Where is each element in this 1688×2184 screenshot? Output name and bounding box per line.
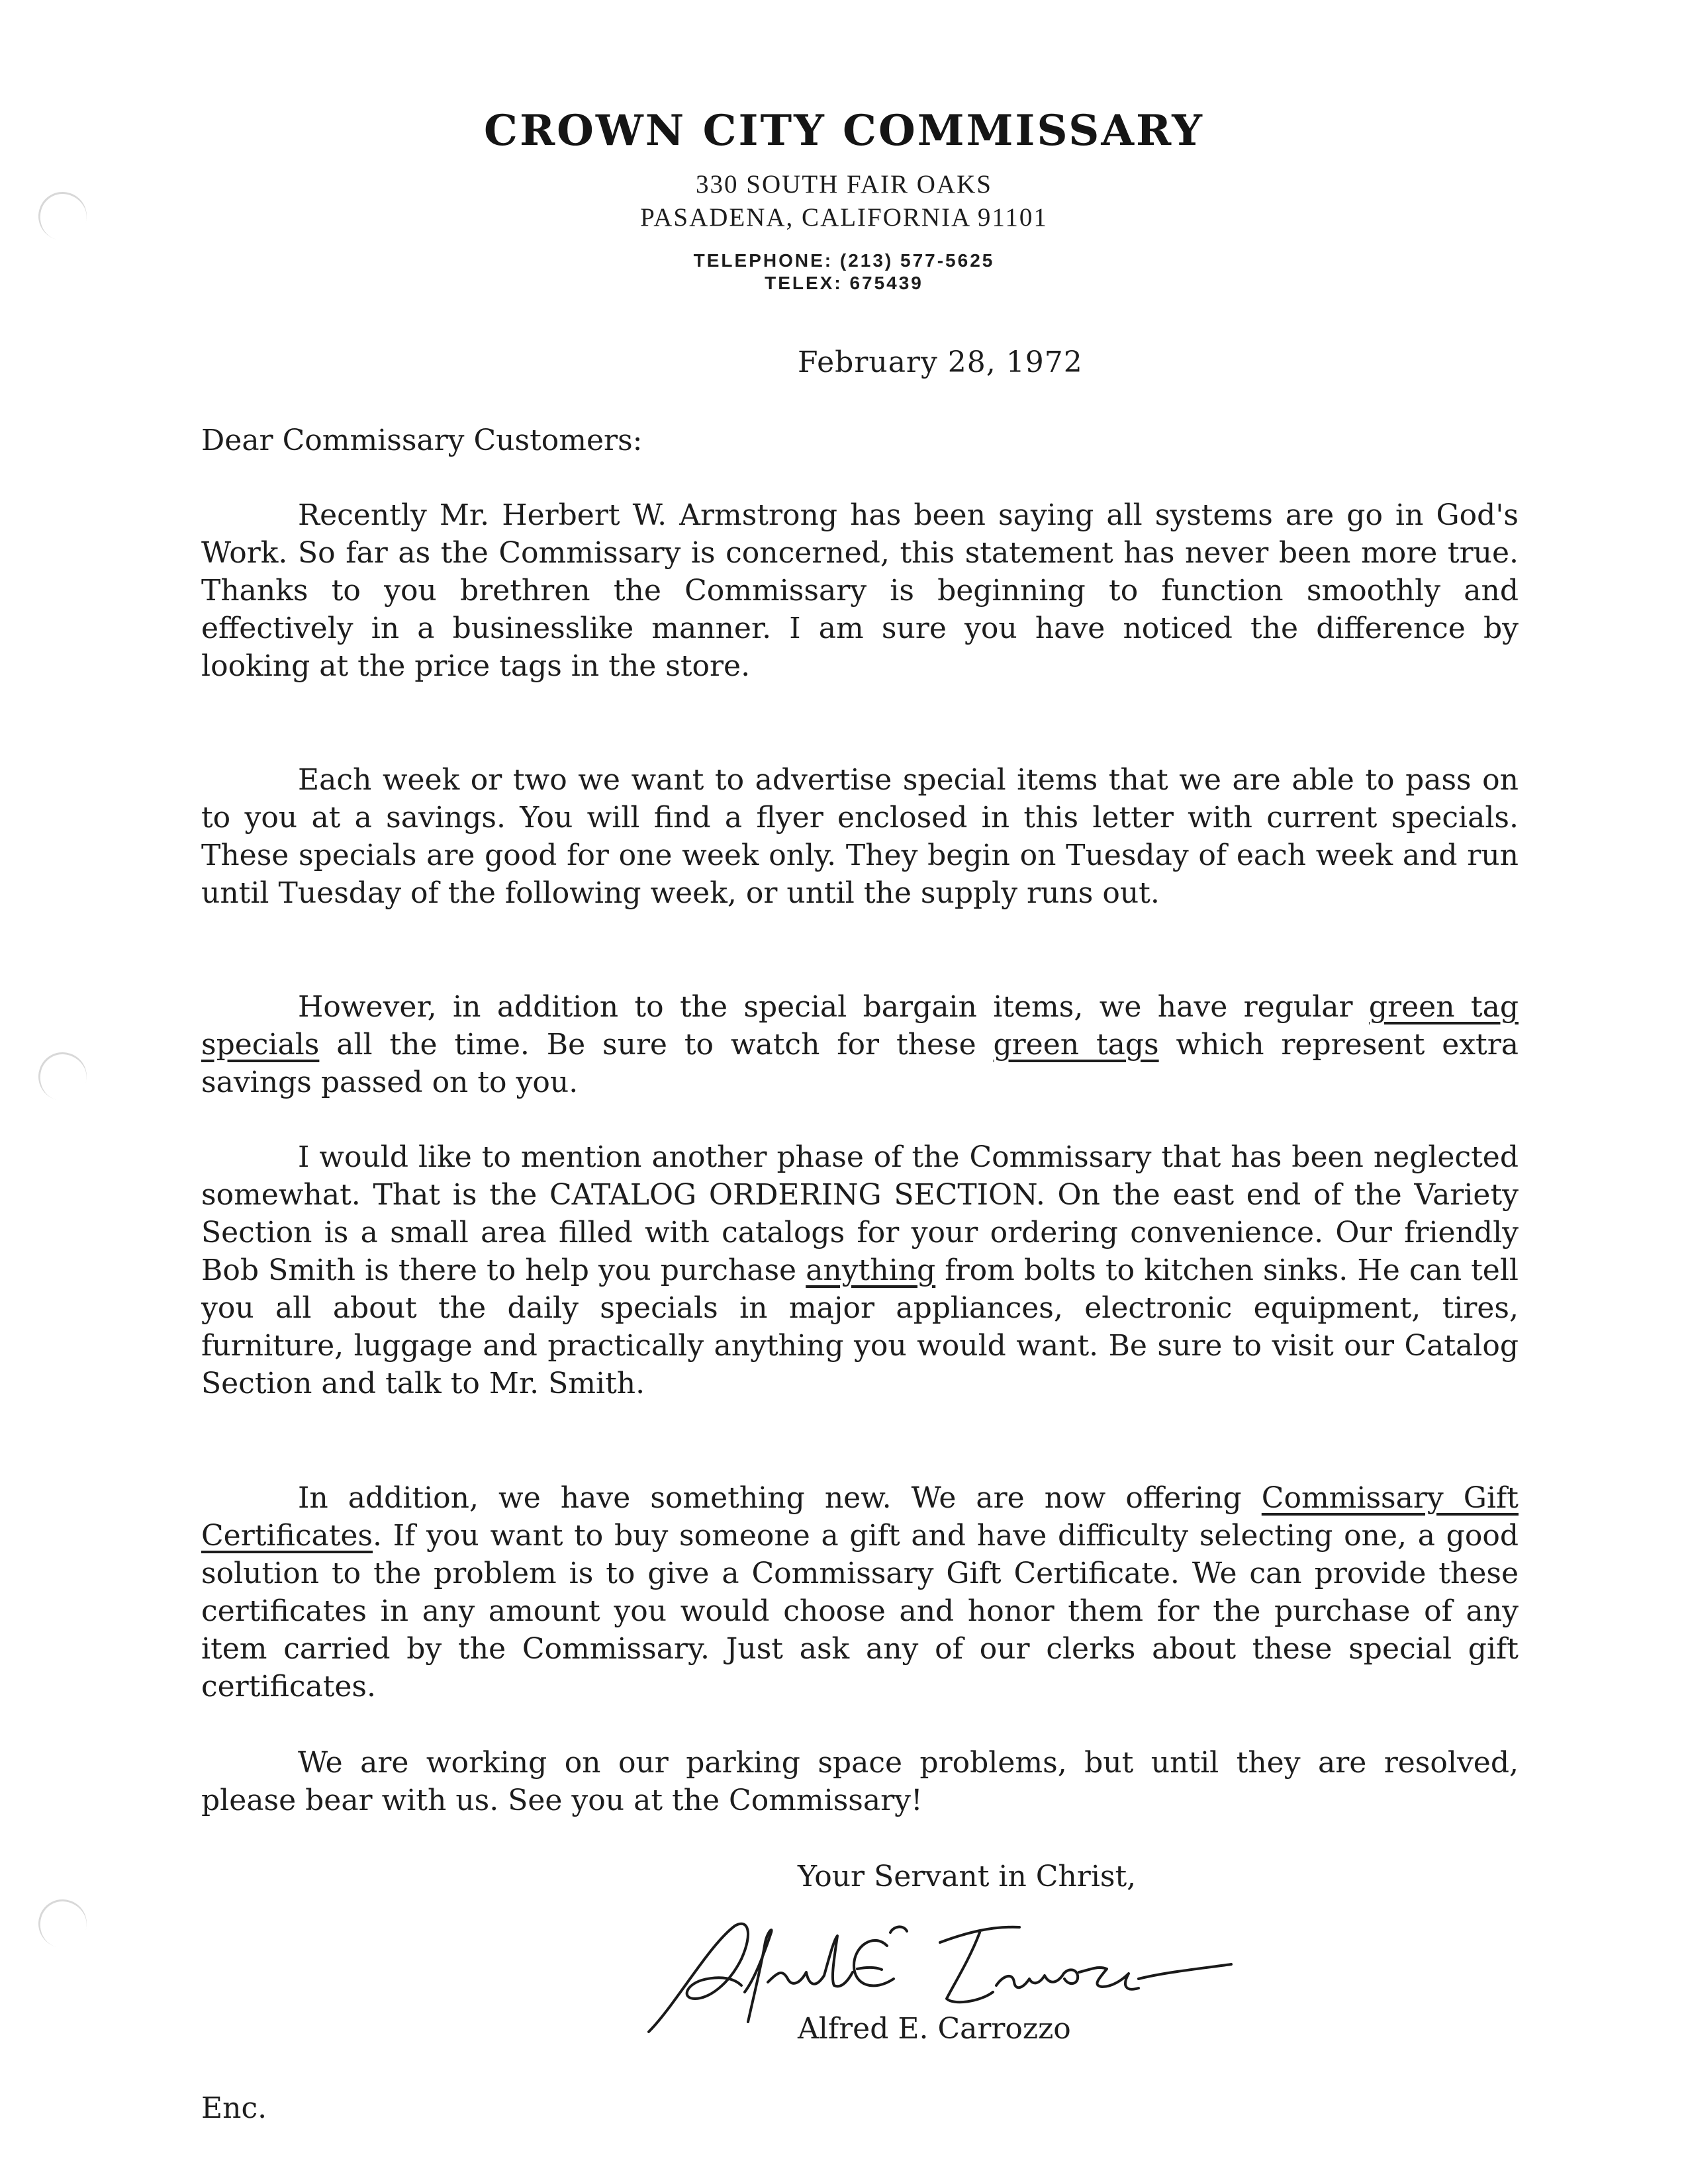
letterhead-telex: TELEX: 675439 — [765, 273, 923, 293]
underline-green-tag-specials: green tag specials — [201, 990, 1519, 1062]
letterhead-telephone: TELEPHONE: (213) 577-5625 — [693, 250, 995, 271]
letterhead-address-line2: PASADENA, CALIFORNIA 91101 — [640, 203, 1048, 232]
paragraph-5-text-a: In addition, we have something new. We are now offering — [298, 1481, 1262, 1515]
punch-hole-bottom — [33, 1894, 92, 1953]
enclosure-note: Enc. — [201, 2091, 267, 2125]
paragraph-3-text-c: which represent extra savings passed on to you. — [201, 1028, 1519, 1099]
punch-hole-middle — [33, 1047, 92, 1106]
underline-gift-certificates: Commissary Gift Certificates — [201, 1481, 1519, 1553]
paragraph-4-text-b: from bolts to kitchen sinks. He can tell you all about the daily specials in major appliances, electronic equipment, tires, furniture, luggage and practically anything you would want. Be sure to visit our Catalog Section and talk to Mr. Smith. — [201, 1253, 1519, 1400]
underline-anything: anything — [806, 1253, 936, 1287]
paragraph-6: We are working on our parking space problems, but until they are resolved, please bear with us. See you at the Commissary! — [201, 1746, 1519, 1817]
letter-date: February 28, 1972 — [798, 345, 1083, 379]
paragraph-2: Each week or two we want to advertise special items that we are able to pass on to you at a savings. You will find a flyer enclosed in this letter with current specials. These specials are good for one week only. They begin on Tuesday of each week and run until Tuesday of the following week, or until the supply runs out. — [201, 763, 1519, 910]
closing: Your Servant in Christ, — [798, 1860, 1137, 1893]
salutation: Dear Commissary Customers: — [201, 424, 643, 457]
paragraph-3-text-b: all the time. Be sure to watch for these — [319, 1028, 994, 1062]
paragraph-3-text-a: However, in addition to the special bargain items, we have regular — [298, 990, 1369, 1024]
letterhead-address-line1: 330 SOUTH FAIR OAKS — [696, 170, 992, 199]
signer-name: Alfred E. Carrozzo — [798, 2012, 1071, 2046]
paragraph-4 — [201, 1138, 1519, 1402]
underline-green-tags: green tags — [993, 1028, 1159, 1062]
paragraph-1: Recently Mr. Herbert W. Armstrong has been saying all systems are go in God's Work. So far as the Commissary is concerned, this statement has never been more true. Thanks to you brethren the Commissary is beginning to function smoothly and effectively in a businesslike manner. I am sure you have noticed the difference by looking at the price tags in the store. — [201, 498, 1519, 683]
letterhead-company: CROWN CITY COMMISSARY — [484, 106, 1204, 156]
paragraph-5 — [201, 1479, 1519, 1706]
paragraph-5-text-b: . If you want to buy someone a gift and have difficulty selecting one, a good solution to the problem is to give a Commissary Gift Certificate. We can provide these certificates in any amount you would choose and honor them for the purchase of any item carried by the Commissary. Just ask any of our clerks about these special gift certificates. — [201, 1519, 1519, 1704]
paragraph-3 — [201, 988, 1519, 1101]
paragraph-4-text-a: I would like to mention another phase of the Commissary that has been neglected somewhat. That is the CATALOG ORDERING SECTION. On the east end of the Variety Section is a small area filled with catalogs for your ordering convenience. Our friendly Bob Smith is there to help you purchase — [201, 1140, 1519, 1287]
